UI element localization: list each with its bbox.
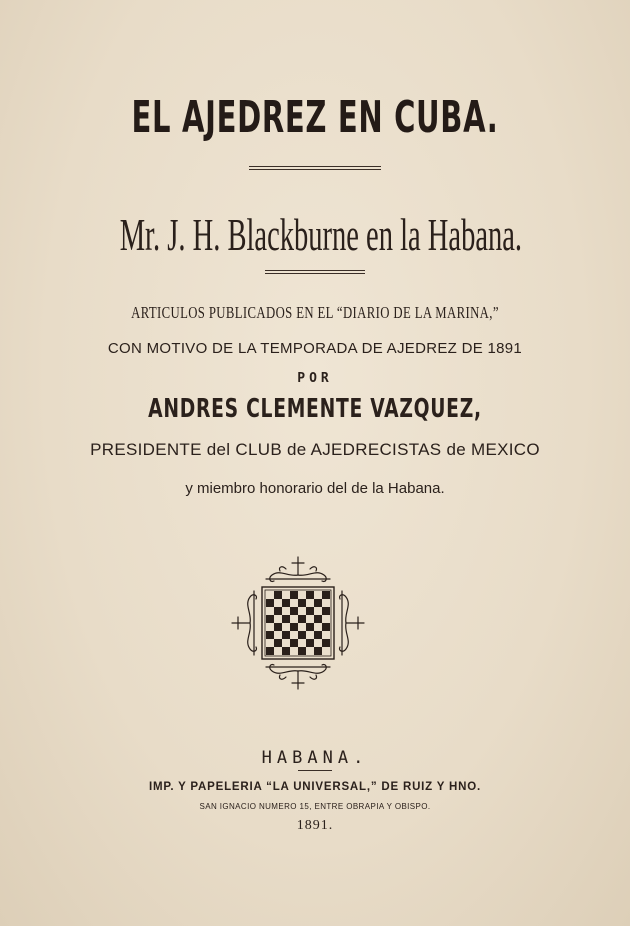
board-square bbox=[314, 623, 322, 631]
board-square bbox=[290, 631, 298, 639]
board-square bbox=[322, 599, 330, 607]
board-square bbox=[298, 599, 306, 607]
board-square bbox=[306, 623, 314, 631]
printer-line: IMP. Y PAPELERIA “LA UNIVERSAL,” DE RUIZ Y HNO. bbox=[149, 781, 481, 793]
board-square bbox=[314, 639, 322, 647]
board-square bbox=[274, 647, 282, 655]
board-square bbox=[274, 591, 282, 599]
de-word-2: de bbox=[446, 440, 466, 459]
board-square bbox=[314, 599, 322, 607]
presidente-word: PRESIDENTE bbox=[90, 440, 202, 459]
miembro-line: y miembro honorario del de la Habana. bbox=[185, 480, 445, 497]
board-square bbox=[274, 631, 282, 639]
de-word: de bbox=[287, 440, 307, 459]
board-square bbox=[306, 647, 314, 655]
board-square bbox=[322, 607, 330, 615]
board-square bbox=[314, 607, 322, 615]
board-square bbox=[266, 623, 274, 631]
board-square bbox=[306, 607, 314, 615]
del-word: del bbox=[206, 440, 231, 459]
board-square bbox=[282, 623, 290, 631]
board-square bbox=[322, 647, 330, 655]
board-square bbox=[266, 591, 274, 599]
book-subtitle: Mr. J. H. Blackburne en la Habana. bbox=[119, 209, 523, 260]
title-double-rule bbox=[249, 166, 381, 172]
board-square bbox=[282, 607, 290, 615]
board-square bbox=[298, 591, 306, 599]
board-square bbox=[306, 615, 314, 623]
subtitle-double-rule bbox=[265, 270, 365, 276]
board-square bbox=[274, 639, 282, 647]
board-square bbox=[282, 647, 290, 655]
board-square bbox=[314, 591, 322, 599]
board-square bbox=[314, 615, 322, 623]
board-square bbox=[306, 631, 314, 639]
board-square bbox=[322, 623, 330, 631]
board-square bbox=[298, 615, 306, 623]
board-square bbox=[274, 623, 282, 631]
chessboard-ornament-icon bbox=[230, 555, 366, 691]
board-square bbox=[322, 631, 330, 639]
city-name: HABANA. bbox=[261, 748, 369, 768]
board-square bbox=[282, 615, 290, 623]
articulos-line: ARTICULOS PUBLICADOS EN EL “DIARIO DE LA MARINA,” bbox=[131, 303, 499, 322]
presidente-line bbox=[0, 440, 630, 460]
board-square bbox=[266, 639, 274, 647]
board-square bbox=[290, 639, 298, 647]
board-square bbox=[274, 599, 282, 607]
author-name: ANDRES CLEMENTE VAZQUEZ, bbox=[148, 394, 482, 424]
board-square bbox=[266, 631, 274, 639]
board-square bbox=[306, 599, 314, 607]
club-word: CLUB bbox=[235, 440, 282, 459]
board-square bbox=[314, 647, 322, 655]
board-square bbox=[266, 647, 274, 655]
board-square bbox=[306, 639, 314, 647]
board-square bbox=[266, 599, 274, 607]
board-square bbox=[266, 615, 274, 623]
ajedrecistas-word: AJEDRECISTAS bbox=[310, 440, 442, 459]
board-square bbox=[290, 623, 298, 631]
board-square bbox=[298, 631, 306, 639]
board-square bbox=[298, 607, 306, 615]
board-square bbox=[274, 607, 282, 615]
board-square bbox=[298, 647, 306, 655]
por-label: POR bbox=[297, 371, 333, 386]
board-square bbox=[290, 615, 298, 623]
mexico-word: MEXICO bbox=[471, 440, 540, 459]
board-square bbox=[322, 639, 330, 647]
board-square bbox=[298, 639, 306, 647]
board-square bbox=[282, 591, 290, 599]
board-square bbox=[322, 615, 330, 623]
board-square bbox=[274, 615, 282, 623]
board-square bbox=[290, 591, 298, 599]
book-title: EL AJEDREZ EN CUBA. bbox=[131, 92, 499, 143]
board-square bbox=[314, 631, 322, 639]
board-square bbox=[290, 607, 298, 615]
board-square bbox=[266, 607, 274, 615]
board-square bbox=[290, 599, 298, 607]
city-rule bbox=[298, 770, 332, 773]
publication-year: 1891. bbox=[296, 818, 334, 833]
board-square bbox=[306, 591, 314, 599]
address-line: SAN IGNACIO NUMERO 15, ENTRE OBRAPIA Y OBISPO. bbox=[199, 802, 431, 811]
board-square bbox=[290, 647, 298, 655]
board-square bbox=[298, 623, 306, 631]
board-square bbox=[282, 599, 290, 607]
motivo-line: CON MOTIVO DE LA TEMPORADA DE AJEDREZ DE 1891 bbox=[107, 340, 523, 357]
board-square bbox=[322, 591, 330, 599]
board-square bbox=[282, 639, 290, 647]
board-square bbox=[282, 631, 290, 639]
